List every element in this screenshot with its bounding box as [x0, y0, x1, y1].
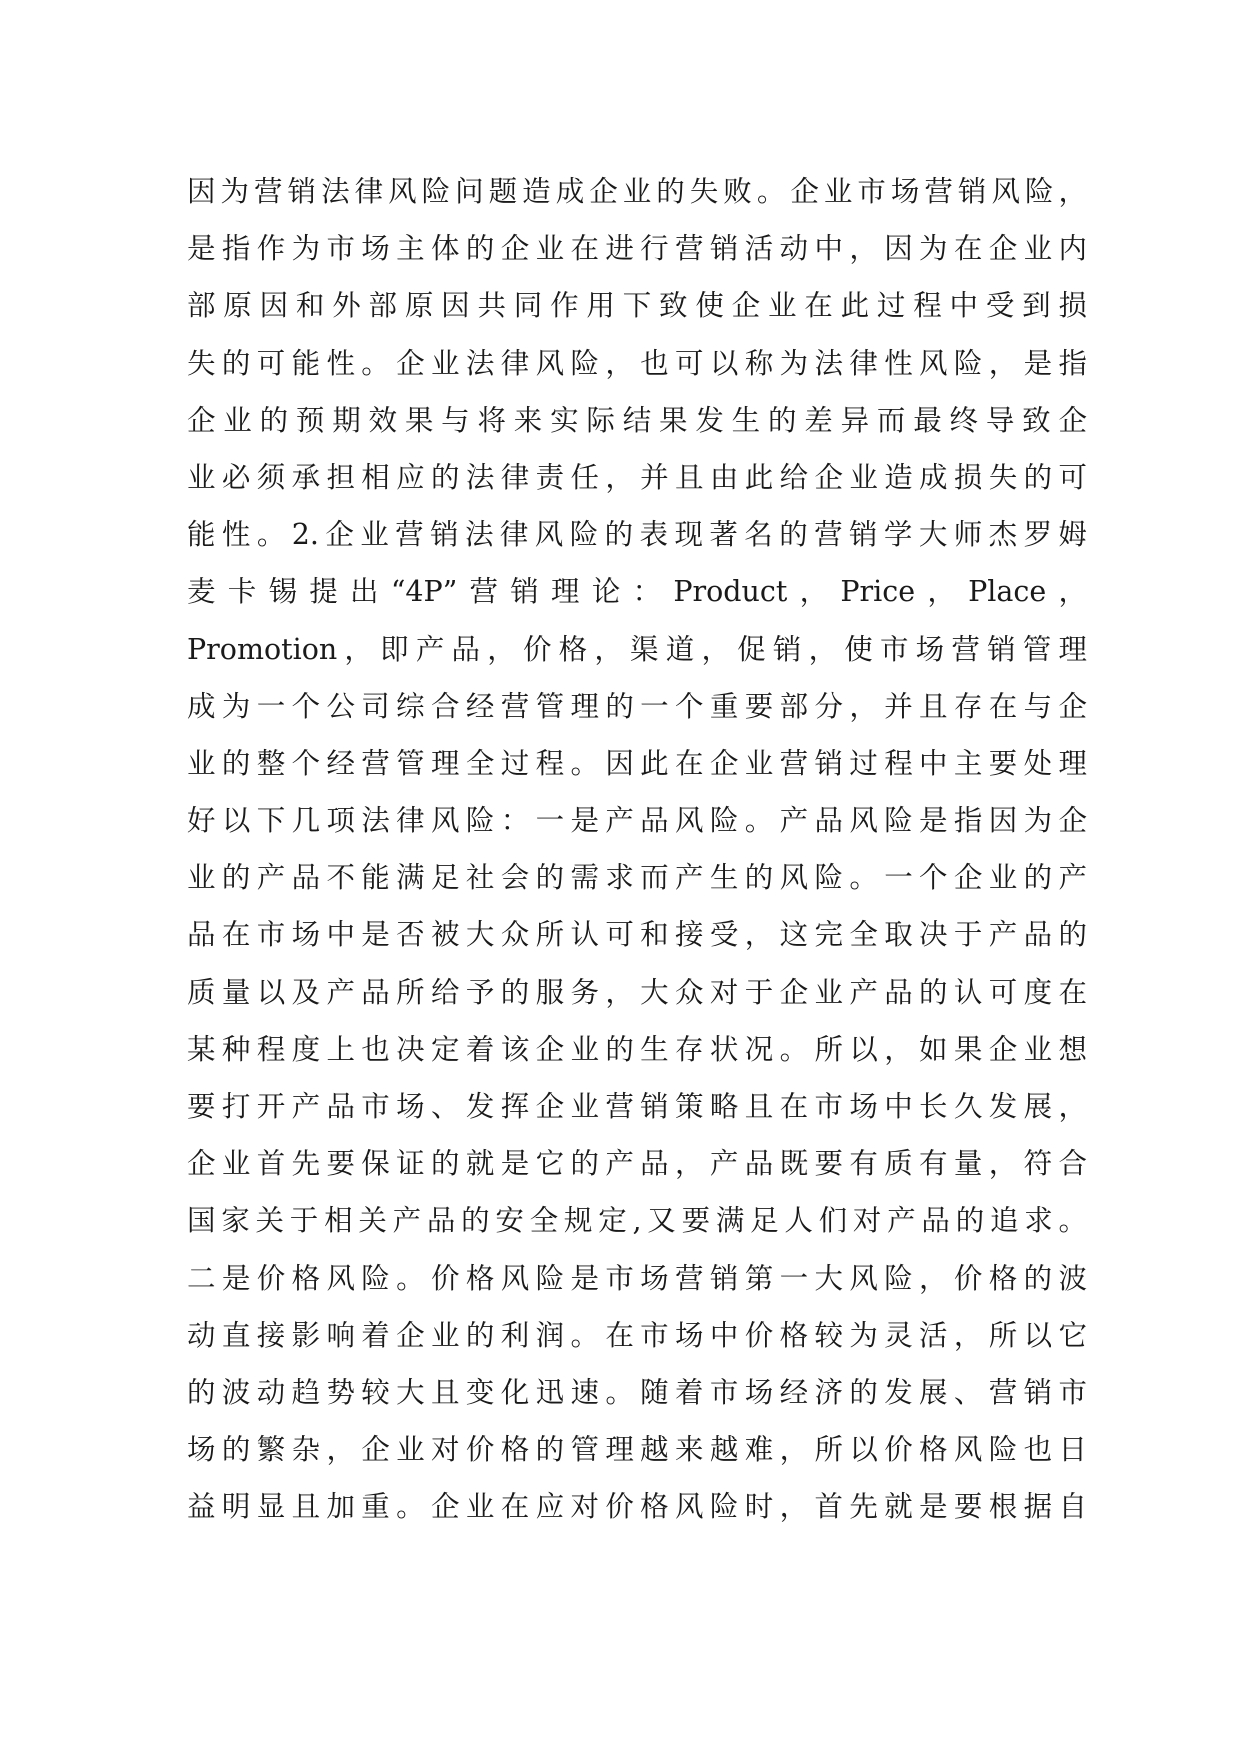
text-line: 要打开产品市场、发挥企业营销策略且在市场中长久发展， [187, 1090, 1087, 1123]
text-line: 品在市场中是否被大众所认可和接受，这完全取决于产品的 [187, 918, 1087, 952]
text-line: 部原因和外部原因共同作用下致使企业在此过程中受到损 [187, 289, 1087, 323]
text-line: 业的产品不能满足社会的需求而产生的风险。一个企业的产 [187, 861, 1087, 895]
text-line: 的波动趋势较大且变化迅速。随着市场经济的发展、营销市 [187, 1375, 1087, 1409]
body-text [187, 163, 1087, 1536]
text-line: 是指作为市场主体的企业在进行营销活动中，因为在企业内 [187, 232, 1087, 266]
text-line: 质量以及产品所给予的服务，大众对于企业产品的认可度在 [187, 975, 1087, 1009]
text-line: 能性。2.企业营销法律风险的表现著名的营销学大师杰罗姆 [187, 518, 1087, 552]
text-line: 成为一个公司综合经营管理的一个重要部分，并且存在与企 [187, 689, 1087, 723]
text-line: 业必须承担相应的法律责任，并且由此给企业造成损失的可 [187, 460, 1087, 494]
text-line: 动直接影响着企业的利润。在市场中价格较为灵活，所以它 [187, 1318, 1087, 1352]
text-line: 某种程度上也决定着该企业的生存状况。所以，如果企业想 [187, 1032, 1087, 1066]
text-line: 因为营销法律风险问题造成企业的失败。企业市场营销风险， [187, 175, 1087, 208]
text-line: 益明显且加重。企业在应对价格风险时，首先就是要根据自 [187, 1490, 1087, 1524]
text-line: Promotion，即产品，价格，渠道，促销，使市场营销管理 [187, 632, 1087, 666]
text-line: 失的可能性。企业法律风险，也可以称为法律性风险，是指 [187, 346, 1087, 380]
text-line: 场的繁杂，企业对价格的管理越来越难，所以价格风险也日 [187, 1433, 1087, 1467]
text-line: 好以下几项法律风险：一是产品风险。产品风险是指因为企 [187, 804, 1087, 838]
text-line: 业的整个经营管理全过程。因此在企业营销过程中主要处理 [187, 746, 1087, 780]
text-line: 企业的预期效果与将来实际结果发生的差异而最终导致企 [187, 403, 1087, 437]
text-line: 麦卡锡提出“4P”营销理论：Product，Price，Place， [187, 575, 1087, 609]
text-line: 二是价格风险。价格风险是市场营销第一大风险，价格的波 [187, 1261, 1087, 1295]
text-line: 企业首先要保证的就是它的产品，产品既要有质有量，符合 [187, 1147, 1087, 1181]
text-line: 国家关于相关产品的安全规定,又要满足人们对产品的追求。 [187, 1204, 1087, 1238]
